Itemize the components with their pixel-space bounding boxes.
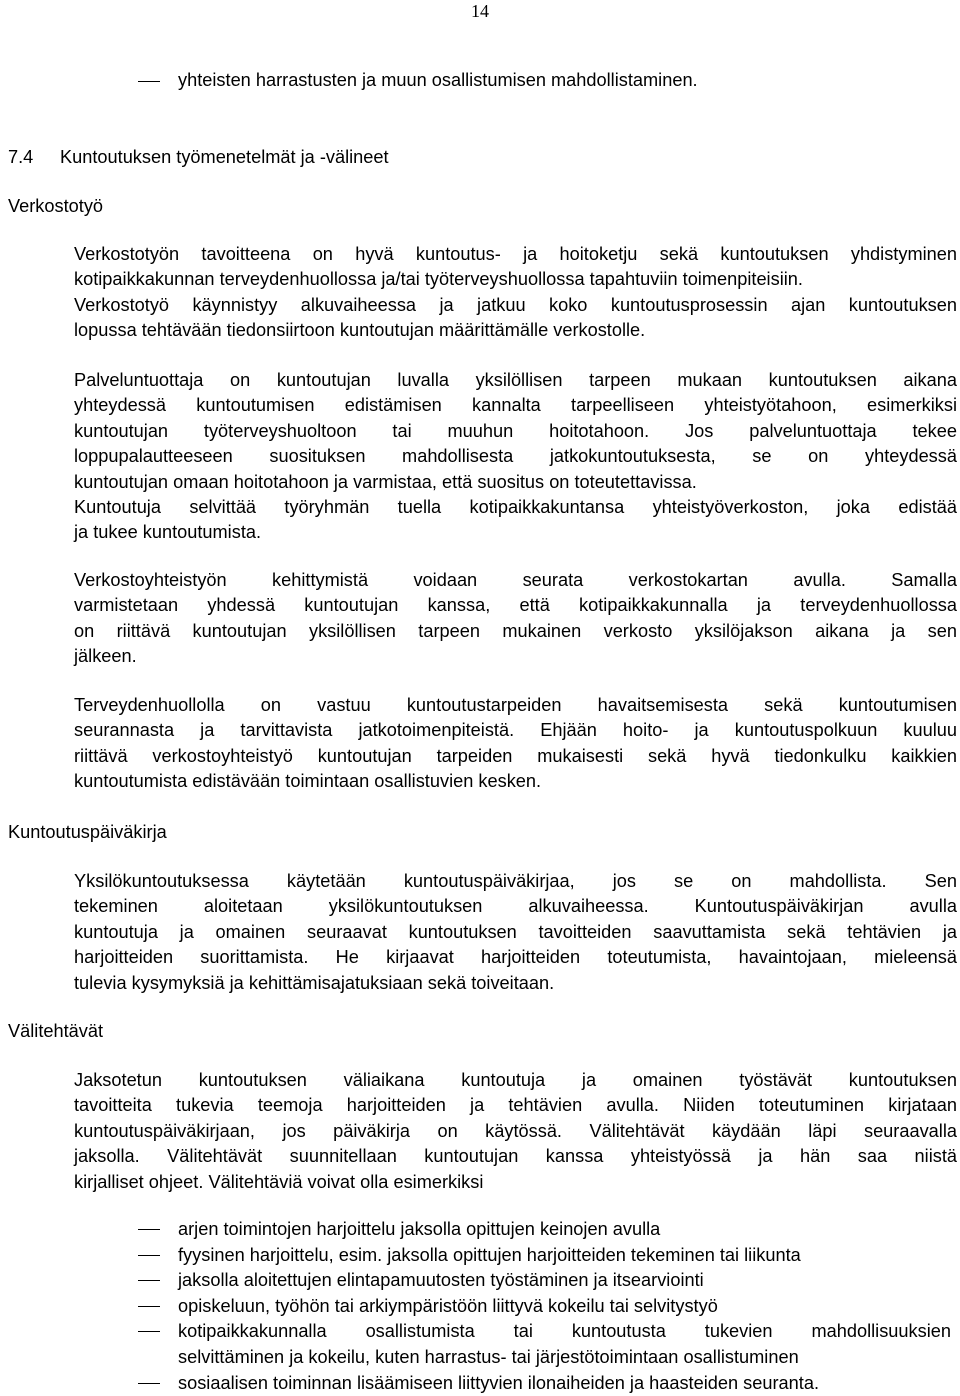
list-item bbox=[0, 1371, 960, 1396]
section-heading bbox=[8, 144, 389, 170]
subheading-valitehtavat: Välitehtävät bbox=[8, 1021, 104, 1041]
text-line: jaksolla. Välitehtävät suunnitellaan kuntoutujan kanssa yhteistyössä ja hän saa niistä bbox=[74, 1146, 957, 1167]
bullet-dash bbox=[138, 1383, 160, 1384]
text-line: tekeminen aloitetaan yksilökuntoutuksen alkuvaiheessa. Kuntoutuspäiväkirjan avulla bbox=[74, 896, 957, 917]
text-line: Palveluntuottaja on kuntoutujan luvalla yksilöllisen tarpeen mukaan kuntoutuksen aikana bbox=[74, 370, 957, 390]
bullet-dash bbox=[138, 1306, 160, 1307]
text-line: loppupalautteeseen suosituksen mahdollisesta jatkokuntoutuksesta, se on yhteydessä bbox=[74, 446, 957, 467]
text-line: Verkostotyö käynnistyy alkuvaiheessa ja jatkuu koko kuntoutusprosessin ajan kuntoutuksen bbox=[74, 294, 957, 315]
paragraph-verkostotyo-2 bbox=[74, 368, 957, 546]
list-item-continuation bbox=[0, 1345, 960, 1371]
text-line: Terveydenhuollolla on vastuu kuntoutustarpeiden havaitsemisesta sekä kuntoutumisen bbox=[74, 695, 957, 715]
list-item bbox=[0, 1243, 960, 1269]
bullet-dash bbox=[138, 1255, 160, 1256]
subheading-kuntoutuspaivakirja: Kuntoutuspäiväkirja bbox=[8, 822, 167, 842]
bullet-dash bbox=[138, 81, 160, 82]
paragraph-verkostotyo-4 bbox=[74, 693, 957, 795]
paragraph-valitehtavat bbox=[74, 1068, 957, 1195]
list-item bbox=[0, 1268, 960, 1294]
list-item-text: fyysinen harjoittelu, esim. jaksolla opittujen harjoitteiden tekeminen tai liikunta bbox=[178, 1244, 801, 1265]
list-item-text: jaksolla aloitettujen elintapamuutosten työstäminen ja itsearviointi bbox=[178, 1270, 704, 1291]
text-line: kuntoutumista edistävään toimintaan osallistuvien kesken. bbox=[74, 771, 542, 792]
subheading-verkostotyo: Verkostotyö bbox=[8, 196, 104, 216]
text-line: kuntoutuspäiväkirjaan, jos päiväkirja on käytössä. Välitehtävät käydään läpi seuraavalla bbox=[74, 1120, 957, 1141]
text-line: kirjalliset ohjeet. Välitehtäviä voivat olla esimerkiksi bbox=[74, 1171, 484, 1192]
text-line: kuntoutujan omaan hoitotahoon ja varmistaa, että suositus on toteutettavissa. bbox=[74, 471, 697, 492]
paragraph-verkostotyo-1 bbox=[74, 242, 957, 344]
text-line: varmistetaan yhdessä kuntoutujan kanssa, että kotipaikkakunnalla ja terveydenhuollossa bbox=[74, 595, 957, 616]
section-number: 7.4 bbox=[8, 147, 34, 167]
text-line: riittävä verkostoyhteistyö kuntoutujan tarpeiden mukaisesti sekä hyvä tiedonkulku kaikkien bbox=[74, 745, 957, 766]
list-item bbox=[0, 1319, 960, 1345]
page-number: 14 bbox=[471, 1, 489, 21]
text-line: kuntoutuja ja omainen seuraavat kuntoutuksen tavoitteiden saavuttamista sekä tehtävien ja bbox=[74, 921, 957, 942]
list-item-text: opiskeluun, työhön tai arkiympäristöön liittyvä kokeilu tai selvitystyö bbox=[178, 1295, 718, 1316]
section-title: Kuntoutuksen työmenetelmät ja -välineet bbox=[60, 147, 389, 167]
list-item-text: sosiaalisen toiminnan lisäämiseen liittyvien ilonaiheiden ja haasteiden seuranta. bbox=[178, 1372, 819, 1393]
text-line: tulevia kysymyksiä ja kehittämisajatuksiaan sekä toiveitaan. bbox=[74, 972, 555, 993]
list-item bbox=[0, 1217, 960, 1243]
text-line: kuntoutujan työterveyshuoltoon tai muuhun hoitotahoon. Jos palveluntuottaja tekee bbox=[74, 420, 957, 441]
top-bullet-text: yhteisten harrastusten ja muun osallistumisen mahdollistaminen. bbox=[178, 70, 698, 90]
list-item-text: kotipaikkakunnalla osallistumista tai kuntoutusta tukevien mahdollisuuksien bbox=[178, 1321, 951, 1342]
text-line: Yksilökuntoutuksessa käytetään kuntoutuspäiväkirjaa, jos se on mahdollista. Sen bbox=[74, 871, 957, 891]
text-line: jälkeen. bbox=[74, 646, 137, 667]
text-line: Verkostoyhteistyön kehittymistä voidaan seurata verkostokartan avulla. Samalla bbox=[74, 570, 957, 590]
text-line: kotipaikkakunnan terveydenhuollossa ja/tai työterveyshuollossa tapahtuviin toimenpiteisiin. bbox=[74, 269, 803, 290]
list-item-text: arjen toimintojen harjoittelu jaksolla opittujen keinojen avulla bbox=[178, 1219, 661, 1239]
text-line: yhteydessä kuntoutumisen edistämisen kannalta tarpeelliseen yhteistyötahoon, esimerkiksi bbox=[74, 395, 957, 416]
bullet-dash bbox=[138, 1229, 160, 1230]
paragraph-verkostotyo-3 bbox=[74, 568, 957, 670]
valitehtavat-bullet-list bbox=[0, 1217, 960, 1396]
text-line: lopussa tehtävään tiedonsiirtoon kuntoutujan määrittämälle verkostolle. bbox=[74, 320, 646, 341]
list-item bbox=[0, 1294, 960, 1320]
text-line: seurannasta ja tarvittavista jatkotoimenpiteistä. Ehjään hoito- ja kuntoutuspolkuun kuuluu bbox=[74, 720, 957, 741]
text-line: on riittävä kuntoutujan yksilöllisen tarpeen mukainen verkosto yksilöjakson aikana ja sen bbox=[74, 620, 957, 641]
list-item-text: selvittäminen ja kokeilu, kuten harrastus- tai järjestötoimintaan osallistuminen bbox=[178, 1346, 799, 1367]
bullet-dash bbox=[138, 1280, 160, 1281]
text-line: harjoitteiden suorittamista. He kirjaavat harjoitteiden toteutumista, havaintojaan, mieleensä bbox=[74, 947, 957, 968]
text-line: Verkostotyön tavoitteena on hyvä kuntoutus- ja hoitoketju sekä kuntoutuksen yhdistyminen bbox=[74, 244, 957, 264]
text-line: Kuntoutuja selvittää työryhmän tuella kotipaikkakuntansa yhteistyöverkoston, joka edistää bbox=[74, 496, 957, 517]
text-line: tavoitteita tukevia teemoja harjoitteiden ja tehtävien avulla. Niiden toteutuminen kirjataan bbox=[74, 1095, 957, 1116]
paragraph-kuntoutuspaivakirja bbox=[74, 869, 957, 996]
text-line: Jaksotetun kuntoutuksen väliaikana kuntoutuja ja omainen työstävät kuntoutuksen bbox=[74, 1070, 957, 1090]
bullet-dash bbox=[138, 1331, 160, 1332]
text-line: ja tukee kuntoutumista. bbox=[74, 522, 262, 543]
